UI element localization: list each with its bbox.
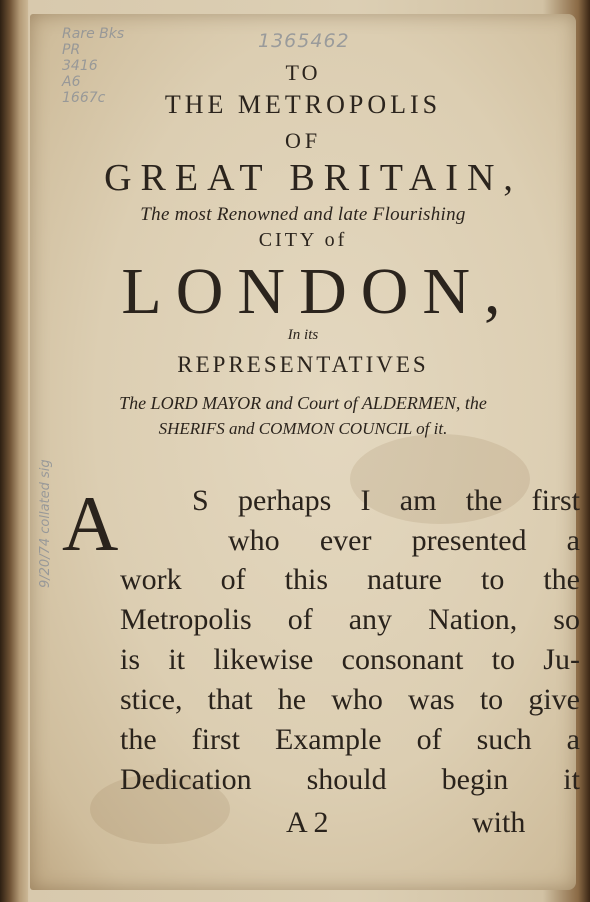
body-line [120, 763, 580, 797]
body-word: of [416, 723, 442, 756]
body-word: ever [319, 524, 372, 557]
body-word: this [284, 563, 329, 596]
shelfmark-line: Rare Bks [62, 26, 125, 42]
body-word: first [191, 723, 240, 756]
body-word: nature [367, 563, 442, 596]
dedication-renowned: The most Renowned and late Flourishing [140, 204, 466, 225]
shelfmark-line: PR [62, 42, 81, 58]
body-word: he [277, 683, 307, 716]
body-word: a [566, 723, 580, 756]
dedication-lord-mayor: The LORD MAYOR and Court of ALDERMEN, the [119, 393, 487, 413]
shelfmark-line: 3416 [62, 58, 98, 74]
body-word: first [531, 484, 580, 517]
body-word: work [120, 563, 182, 596]
body-word: I [360, 484, 371, 517]
body-word: give [528, 683, 580, 716]
body-line [120, 563, 580, 597]
catchword: with [472, 806, 526, 839]
body-word: of [220, 563, 246, 596]
dedication-representatives: REPRESENTATIVES [177, 352, 429, 377]
dedication-great-britain: GREAT BRITAIN, [104, 157, 522, 199]
pencil-accession-number: 1365462 [258, 30, 350, 52]
body-word: the [465, 484, 503, 517]
body-word: begin [441, 763, 509, 796]
body-word: consonant [341, 643, 464, 676]
body-word: it [563, 763, 580, 796]
body-word: such [476, 723, 532, 756]
body-line [120, 683, 580, 717]
body-word: it [168, 643, 186, 676]
body-word: Metropolis [120, 603, 252, 636]
body-word: the [543, 563, 580, 596]
body-word: so [553, 603, 580, 636]
body-word: the [120, 723, 157, 756]
dedication-city: CITY of [258, 229, 348, 251]
signature-mark: A 2 [286, 806, 329, 839]
shelfmark-line: A6 [62, 74, 81, 90]
body-word: to [479, 683, 504, 716]
body-word: is [120, 643, 141, 676]
body-word: stice, [120, 683, 183, 716]
body-word: Dedication [120, 763, 252, 796]
body-line [120, 643, 580, 677]
book-spine [0, 0, 28, 902]
pencil-collation-note: 9/20/74 collated sig [38, 459, 53, 588]
body-word: any [348, 603, 393, 636]
body-line [120, 723, 580, 757]
body-word: perhaps [237, 484, 332, 517]
body-word: who [331, 683, 383, 716]
body-line [192, 484, 580, 518]
dedication-in-its: In its [287, 327, 319, 343]
body-word: presented [411, 524, 527, 557]
body-word: S [192, 484, 209, 517]
dedication-metropolis: THE METROPOLIS [164, 90, 442, 119]
body-word: to [480, 563, 505, 596]
dedication-to: TO [285, 60, 321, 85]
dedication-london: LONDON, [121, 255, 515, 328]
body-line [120, 603, 580, 637]
body-word: that [207, 683, 253, 716]
dedication-of: OF [284, 128, 322, 153]
body-word: of [287, 603, 313, 636]
body-word: Example [274, 723, 382, 756]
body-word: likewise [213, 643, 314, 676]
shelfmark-line: 1667c [62, 90, 106, 106]
body-word: was [408, 683, 455, 716]
body-word: am [399, 484, 437, 517]
body-word: to [491, 643, 515, 676]
page-footer [30, 806, 576, 846]
drop-cap: A [62, 480, 119, 567]
body-line [228, 524, 580, 558]
body-word: Ju- [543, 643, 580, 676]
body-word: a [566, 524, 580, 557]
body-word: should [306, 763, 387, 796]
body-word: who [228, 524, 280, 557]
dedication-sherifs: SHERIFS and COMMON COUNCIL of it. [158, 419, 448, 438]
body-word: Nation, [428, 603, 518, 636]
